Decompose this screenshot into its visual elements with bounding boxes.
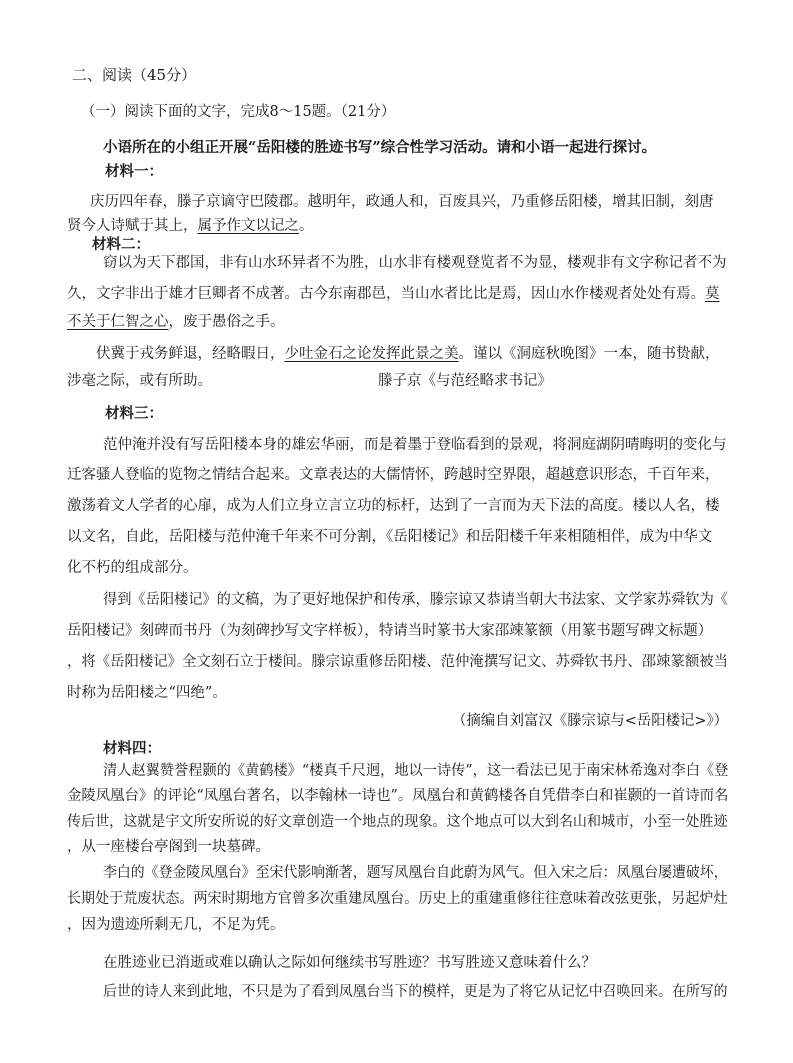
material-3-p1-line-1: 范仲淹并没有写岳阳楼本身的雄宏华丽，而是着墨于登临看到的景观，将洞庭湖阴晴晦明的变化与 [103,437,727,453]
material-2-source: 滕子京《与范经略求书记》 [378,373,552,389]
material-3-source: （摘编自刘富汉《滕宗谅与<岳阳楼记>》） [452,713,729,729]
material-3-title: 材料三： [105,405,163,422]
material-4-p4: 后世的诗人来到此地，不只是为了看到凤凰台当下的模样，更是为了将它从记忆中召唤回来。在所写的 [103,984,728,1000]
section-heading: 二、阅读（45分） [72,66,197,84]
material-2-line-4: 伏冀于戎务鲜退，经略暇日，少吐金石之论发挥此景之美。谨以《洞庭秋晚图》一本，随书贽献， [96,346,720,362]
material-4-p1-line-4: ，从一座楼台亭阁到一块墓碑。 [67,839,270,855]
group-heading: （一）阅读下面的文字，完成8～15题。（21分） [81,104,396,120]
material-3-p2-line-2: 岳阳楼记》刻碑而书丹（为刻碑抄写文字样板），特请当时篆书大家邵竦篆额（用篆书题写碑文标题） [67,623,713,639]
material-4-p1-line-3: 传后世，这就是宇文所安所说的好文章创造一个地点的现象。这个地点可以大到名山和城市，小至一处胜迹 [67,814,728,830]
material-1-title: 材料一： [105,163,163,180]
material-1-line-2: 贤今人诗赋于其上，属予作文以记之。 [67,218,314,234]
underlined-phrase: 莫 [705,286,720,302]
material-3-p1-line-5: 化不朽的组成部分。 [67,560,198,576]
underlined-phrase: 不关于仁智之心 [67,314,169,330]
material-3-p2-line-4: 时称为岳阳楼之“四绝”。 [67,685,227,701]
material-4-p2-line-2: 长期处于荒废状态。两宋时期地方官曾多次重建凤凰台。历史上的重建重修往往意味着改弦更张，另起炉灶 [67,891,728,907]
material-2-title: 材料二： [92,236,150,253]
material-4-title: 材料四： [103,740,161,757]
material-4-p3: 在胜迹业已消逝或难以确认之际如何继续书写胜迹？书写胜迹又意味着什么？ [103,955,596,971]
material-4-p2-line-1: 李白的《登金陵凤凰台》至宋代影响渐著，题写凤凰台自此蔚为风气。但入宋之后：凤凰台屡遭破坏， [103,865,728,881]
material-3-p1-line-4: 以文名，自此，岳阳楼与范仲淹千年来不可分割，《岳阳楼记》和岳阳楼千年来相随相伴，成为中华文 [67,529,713,545]
material-2-line-5: 涉毫之际，或有所助。 [67,373,212,389]
material-3-p1-line-2: 迁客骚人登临的览物之情结合起来。文章表达的大儒情怀，跨越时空界限，超越意识形态，千百年来， [67,467,720,483]
material-4-p1-line-2: 金陵凤凰台》的评论“凤凰台著名，以李翰林一诗也”。凤凰台和黄鹤楼各自凭借李白和崔颢的一首诗而名 [67,788,729,804]
material-1-line-1: 庆历四年春，滕子京谪守巴陵郡。越明年，政通人和，百废具兴，乃重修岳阳楼，增其旧制，刻唐 [90,194,714,210]
intro-text: 小语所在的小组正开展“岳阳楼的胜迹书写”综合性学习活动。请和小语一起进行探讨。 [103,139,657,156]
material-4-p2-line-3: ，因为遗迹所剩无几，不足为凭。 [67,917,285,933]
material-3-p1-line-3: 激荡着文人学者的心扉，成为人们立身立言立功的标杆，达到了一言而为天下法的高度。楼以人名，楼 [67,498,720,514]
underlined-phrase: 少吐金石之论发挥此景之美 [284,346,459,362]
material-2-line-2: 久，文字非出于雄才巨卿者不成著。古今东南郡邑，当山水者比比是焉，因山水作楼观者处处有焉。莫 [67,286,720,302]
material-4-p1-line-1: 清人赵翼赞誉程颢的《黄鹤楼》“楼真千尺迥，地以一诗传”，这一看法已见于南宋林希逸对李白《登 [103,763,729,779]
material-3-p2-line-1: 得到《岳阳楼记》的文稿，为了更好地保护和传承，滕宗谅又恭请当朝大书法家、文学家苏舜钦为《 [103,592,728,608]
underlined-phrase: 属予作文以记之 [197,218,299,234]
material-3-p2-line-3: ，将《岳阳楼记》全文刻石立于楼间。滕宗谅重修岳阳楼、范仲淹撰写记文、苏舜钦书丹、邵竦篆额被当 [67,654,728,670]
material-2-line-1: 窃以为天下郡国，非有山水环异者不为胜，山水非有楼观登览者不为显，楼观非有文字称记者不为 [103,255,727,271]
material-2-line-3: 不关于仁智之心，废于愚俗之手。 [67,314,285,330]
